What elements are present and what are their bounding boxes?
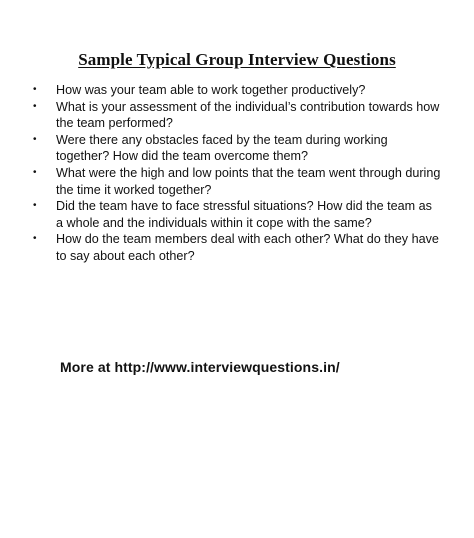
- document-title: Sample Typical Group Interview Questions: [78, 50, 396, 69]
- bullet-icon: •: [33, 84, 37, 95]
- list-item: [31, 99, 441, 132]
- list-item: [31, 165, 441, 198]
- list-item: [31, 82, 441, 99]
- bullet-icon: •: [33, 100, 37, 112]
- question-text: How do the team members deal with each other? What do they have to say about each other?: [56, 232, 439, 263]
- questions-list: [31, 82, 441, 265]
- bullet-icon: •: [33, 133, 37, 145]
- question-text: Were there any obstacles faced by the team during working together? How did the team overcome them?: [56, 132, 388, 164]
- footer-link-text: More at http://www.interviewquestions.in/: [60, 359, 340, 375]
- list-item: [31, 132, 441, 165]
- question-text: How was your team able to work together productively?: [56, 83, 366, 97]
- bullet-icon: •: [33, 233, 37, 245]
- question-text: What were the high and low points that the team went through during the time it worked together?: [56, 165, 441, 197]
- question-text: Did the team have to face stressful situations? How did the team as a whole and the individuals within it cope with the same?: [56, 199, 432, 230]
- bullet-icon: •: [33, 200, 37, 212]
- bullet-icon: •: [33, 166, 37, 178]
- question-text: What is your assessment of the individual’s contribution towards how the team performed?: [56, 99, 440, 131]
- list-item: [31, 231, 441, 264]
- list-item: [31, 198, 441, 231]
